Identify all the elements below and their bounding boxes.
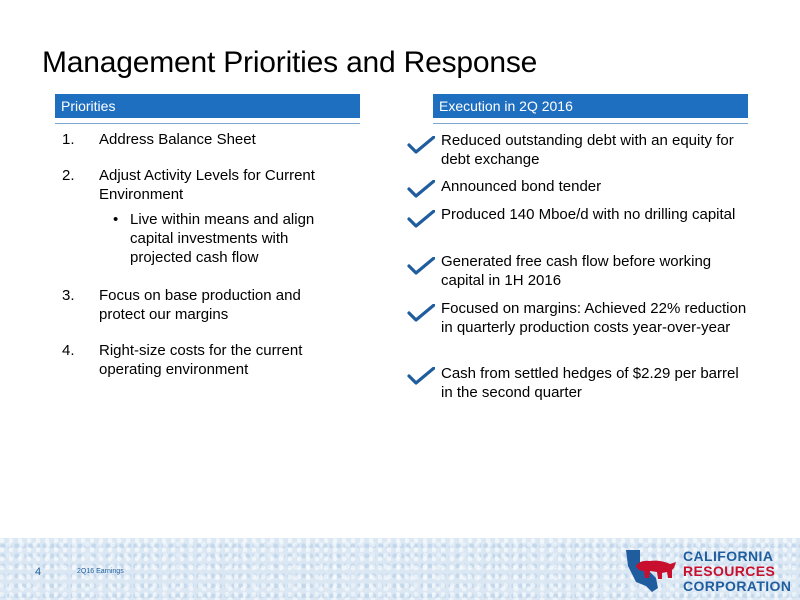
- priority-text: Right-size costs for the current operating environment: [99, 342, 303, 378]
- checkmark-icon: [407, 136, 435, 154]
- execution-header-rule: [433, 123, 748, 124]
- execution-item: Reduced outstanding debt with an equity for debt exchange: [441, 132, 734, 168]
- priorities-header-rule: [55, 123, 360, 124]
- priorities-header: Priorities: [55, 94, 360, 118]
- execution-item: Produced 140 Mboe/d with no drilling capital: [441, 206, 736, 223]
- footer-label: 2Q16 Earnings: [77, 568, 124, 575]
- priority-text: Focus on base production and protect our margins: [99, 287, 301, 323]
- sub-bullet-text: Live within means and align capital investments with projected cash flow: [130, 211, 315, 266]
- slide-title: Management Priorities and Response: [42, 46, 538, 79]
- logo-line-1: CALIFORNIA: [683, 548, 774, 564]
- checkmark-icon: [407, 257, 435, 275]
- checkmark-icon: [407, 367, 435, 385]
- logo-line-2: RESOURCES: [683, 563, 776, 579]
- company-logo-mark: [622, 548, 680, 594]
- execution-item: Generated free cash flow before working capital in 1H 2016: [441, 253, 712, 289]
- priority-number: 2.: [62, 167, 75, 184]
- priority-text: Adjust Activity Levels for Current Environment: [99, 167, 315, 203]
- priority-number: 3.: [62, 287, 75, 304]
- bullet-marker: •: [113, 211, 119, 228]
- execution-item: Cash from settled hedges of $2.29 per barrel in the second quarter: [441, 365, 739, 401]
- priority-number: 1.: [62, 131, 75, 148]
- execution-item: Focused on margins: Achieved 22% reduction in quarterly production costs year-over-year: [441, 300, 747, 336]
- execution-header: Execution in 2Q 2016: [433, 94, 748, 118]
- checkmark-icon: [407, 180, 435, 198]
- checkmark-icon: [407, 304, 435, 322]
- execution-item: Announced bond tender: [441, 178, 602, 195]
- page-number: 4: [35, 566, 42, 578]
- priority-text: Address Balance Sheet: [99, 131, 256, 148]
- checkmark-icon: [407, 210, 435, 228]
- logo-line-3: CORPORATION: [683, 578, 792, 594]
- company-logo-text: [683, 549, 791, 594]
- priority-number: 4.: [62, 342, 75, 359]
